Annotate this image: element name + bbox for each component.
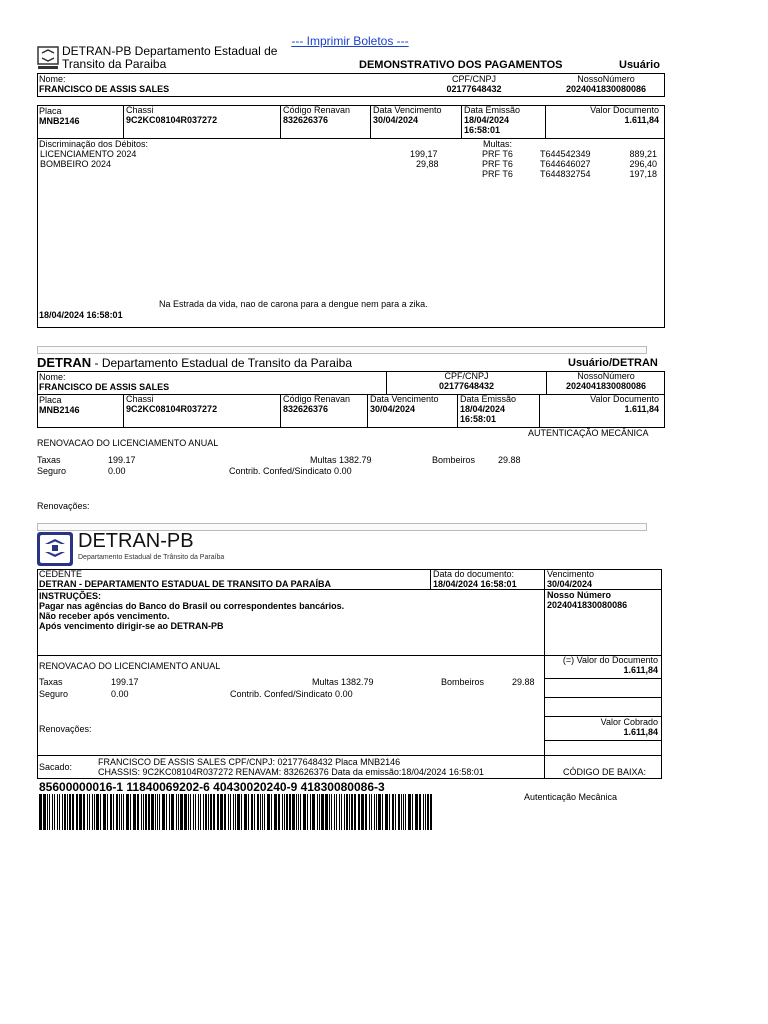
s2-header-row	[37, 371, 665, 395]
barcode-bar	[341, 794, 342, 830]
detran-logo	[37, 46, 59, 70]
barcode-bar	[241, 794, 242, 830]
barcode-bar	[344, 794, 345, 830]
barcode-bar	[208, 794, 209, 830]
barcode-bar	[79, 794, 82, 830]
barcode-bar	[89, 794, 90, 830]
s1-header-row	[37, 73, 665, 97]
chassi-value: 9C2KC08104R037272	[126, 404, 218, 414]
s2-taxas-value: 199.17	[108, 455, 136, 465]
barcode-bar	[376, 794, 377, 830]
s2-taxas-label: Taxas	[37, 455, 61, 465]
barcode-bar	[395, 794, 396, 830]
barcode-bar	[374, 794, 375, 830]
barcode-bar	[116, 794, 118, 830]
nosso-label: NossoNúmero	[577, 371, 635, 381]
barcode-bar	[96, 794, 99, 830]
barcode-bar	[151, 794, 154, 830]
barcode-bar	[325, 794, 328, 830]
data-doc-label: Data do documento:	[433, 569, 515, 579]
barcode-bar	[365, 794, 367, 830]
s2-seguro-label: Seguro	[37, 466, 67, 476]
barcode-bar	[43, 794, 46, 830]
barcode-bar	[329, 794, 330, 830]
barcode-bar	[59, 794, 60, 830]
print-boletos-link[interactable]: --- Imprimir Boletos ---	[291, 34, 409, 48]
barcode-bar	[412, 794, 413, 830]
barcode-bar	[166, 794, 167, 830]
sacado-line2: CHASSIS: 9C2KC08104R037272 RENAVAM: 832626376 Data da emissão:18/04/2024 16:58:01	[98, 767, 484, 777]
barcode-bar	[389, 794, 390, 830]
barcode-bar	[264, 794, 265, 830]
cpf-label: CPF/CNPJ	[444, 371, 489, 381]
renavan-value: 832626376	[283, 115, 329, 125]
autent-label: AUTENTICAÇÃO MECÂNICA	[528, 428, 649, 438]
barcode-bar	[130, 794, 131, 830]
barcode-bar	[62, 794, 63, 830]
barcode-bar	[47, 794, 48, 830]
barcode-bar	[119, 794, 120, 830]
valor-label: Valor Documento	[590, 394, 659, 404]
barcode-bar	[321, 794, 324, 830]
barcode-bar	[224, 794, 226, 830]
s3-renov-title: RENOVACAO DO LICENCIAMENTO ANUAL	[39, 661, 221, 671]
s2-renov-title: RENOVACAO DO LICENCIAMENTO ANUAL	[37, 438, 219, 448]
instr-line: Não receber após vencimento.	[39, 611, 170, 621]
barcode-bar	[100, 794, 101, 830]
barcode-bar	[143, 794, 144, 830]
barcode-bar	[354, 794, 356, 830]
barcode-bar	[382, 794, 383, 830]
barcode-bar	[339, 794, 340, 830]
s3-multas-text: Multas 1382.79	[312, 677, 374, 687]
barcode-bar	[336, 794, 337, 830]
placa-value: MNB2146	[39, 405, 80, 415]
s2-title	[37, 355, 352, 371]
barcode-bar	[233, 794, 234, 830]
multa-orgao: PRF T6	[482, 149, 513, 159]
chassi-value: 9C2KC08104R037272	[126, 115, 218, 125]
debit-row	[40, 149, 440, 159]
s2-info-row	[37, 394, 665, 428]
s3-contrib-text: Contrib. Confed/Sindicato 0.00	[230, 689, 353, 699]
barcode-bar	[427, 794, 429, 830]
brand-subtitle: Departamento Estadual de Trânsito da Paraíba	[78, 554, 225, 561]
barcode-bar	[184, 794, 187, 830]
barcode-bar	[296, 794, 297, 830]
discr-label: Discriminação dos Débitos:	[39, 139, 149, 149]
s2-contrib-text: Contrib. Confed/Sindicato 0.00	[229, 466, 352, 476]
linha-digitavel: 85600000016-1 11840069202-6 40430020240-9 41830080086-3	[39, 780, 385, 794]
barcode-bar	[267, 794, 270, 830]
barcode-bar	[319, 794, 320, 830]
barcode-bar	[198, 794, 199, 830]
org-name	[62, 45, 277, 71]
s2-copy-label: Usuário/DETRAN	[568, 357, 658, 369]
instr-title: INSTRUÇÕES:	[39, 591, 102, 601]
barcode-bar	[72, 794, 74, 830]
s2-title-bold: DETRAN	[37, 355, 92, 370]
barcode-bar	[220, 794, 223, 830]
barcode-bar	[257, 794, 259, 830]
sacado-label: Sacado:	[39, 762, 73, 772]
barcode-bar	[331, 794, 332, 830]
nome-label: Nome:	[39, 372, 66, 382]
barcode-bar	[123, 794, 124, 830]
s2-renovacoes-label: Renovações:	[37, 501, 90, 511]
detran-pb-logo	[37, 532, 73, 566]
chassi-label: Chassi	[126, 394, 154, 404]
barcode-bar	[423, 794, 424, 830]
barcode-bar	[349, 794, 350, 830]
venc-value: 30/04/2024	[373, 115, 419, 125]
debit-desc: LICENCIAMENTO 2024	[40, 149, 137, 159]
multa-valor: 889,21	[629, 149, 657, 159]
multa-valor: 197,18	[629, 169, 657, 179]
barcode-bar	[171, 794, 174, 830]
barcode-bar	[346, 794, 348, 830]
barcode-bar	[83, 794, 85, 830]
barcode-bar	[303, 794, 306, 830]
cpf-label: CPF/CNPJ	[451, 74, 496, 84]
message: Na Estrada da vida, nao de carona para a dengue nem para a zika.	[159, 299, 428, 309]
barcode-bar	[334, 794, 335, 830]
barcode-bar	[103, 794, 106, 830]
barcode-bar	[92, 794, 93, 830]
barcode-bar	[312, 794, 315, 830]
barcode-bar	[289, 794, 291, 830]
data-doc-value: 18/04/2024 16:58:01	[433, 579, 517, 589]
barcode-bar	[310, 794, 311, 830]
valor-doc-value: 1.611,84	[623, 665, 658, 675]
barcode-bar	[180, 794, 183, 830]
barcode-bar	[155, 794, 156, 830]
barcode-bar	[217, 794, 219, 830]
barcode-bar	[419, 794, 421, 830]
nome-label: Nome:	[39, 74, 66, 84]
barcode-bar	[157, 794, 158, 830]
barcode-bar	[205, 794, 207, 830]
instructions-box	[37, 589, 662, 656]
barcode-bar	[76, 794, 78, 830]
barcode-bar	[282, 794, 283, 830]
s3-taxas-value: 199.17	[111, 677, 139, 687]
timestamp: 18/04/2024 16:58:01	[39, 310, 123, 320]
barcode-bar	[244, 794, 247, 830]
barcode-bar	[213, 794, 215, 830]
barcode-bar	[230, 794, 231, 830]
debit-desc: BOMBEIRO 2024	[40, 159, 112, 169]
barcode-bar	[159, 794, 160, 830]
emis-date: 18/04/2024	[460, 404, 506, 414]
sacado-row	[37, 755, 662, 779]
emis-date: 18/04/2024	[464, 115, 510, 125]
valor-value: 1.611,84	[624, 115, 659, 125]
barcode-bar	[195, 794, 196, 830]
nosso-label: Nosso Número	[547, 590, 612, 600]
s2-bombeiros-label: Bombeiros	[432, 455, 476, 465]
barcode-bar	[228, 794, 229, 830]
detran-pb-logo-icon	[37, 532, 73, 566]
barcode-bar	[401, 794, 402, 830]
barcode-bar	[286, 794, 288, 830]
s1-info-row	[37, 105, 665, 138]
venc-label: Data Vencimento	[370, 394, 439, 404]
cpf-value: 02177648432	[438, 381, 495, 391]
codigo-baixa-label: CÓDIGO DE BAIXA:	[563, 767, 647, 777]
barcode-bar	[254, 794, 255, 830]
barcode-bar	[278, 794, 280, 830]
barcode-bar	[200, 794, 201, 830]
instr-line: Pagar nas agências do Banco do Brasil ou correspondentes bancários.	[39, 601, 345, 611]
s3-bombeiros-label: Bombeiros	[441, 677, 485, 687]
barcode-bar	[87, 794, 88, 830]
barcode-bar	[137, 794, 139, 830]
barcode-bar	[405, 794, 406, 830]
barcode-bar	[307, 794, 308, 830]
org-line2: Transito da Paraiba	[62, 57, 167, 71]
s1-debits-box	[37, 138, 665, 328]
nosso-value: 2024041830080086	[565, 381, 647, 391]
barcode-bar	[94, 794, 95, 830]
barcode-bar	[121, 794, 122, 830]
s2-bombeiros-value: 29.88	[498, 455, 521, 465]
renavan-label: Código Renavan	[283, 394, 351, 404]
multa-orgao: PRF T6	[482, 159, 513, 169]
nome-value: FRANCISCO DE ASSIS SALES	[39, 84, 170, 94]
instr-line: Após vencimento dirigir-se ao DETRAN-PB	[39, 621, 224, 631]
sacado-line1: FRANCISCO DE ASSIS SALES CPF/CNPJ: 02177648432 Placa MNB2146	[98, 757, 401, 767]
barcode-bar	[271, 794, 272, 830]
values-column	[544, 656, 661, 755]
barcode-bar	[162, 794, 165, 830]
valor-value: 1.611,84	[624, 404, 659, 414]
barcode-bar	[298, 794, 299, 830]
valor-cob-label: Valor Cobrado	[600, 717, 658, 727]
barcode-bar	[251, 794, 253, 830]
barcode-bar	[300, 794, 301, 830]
barcode-bar	[57, 794, 58, 830]
placa-label: Placa	[39, 395, 62, 405]
barcode-bar	[133, 794, 136, 830]
barcode-bar	[148, 794, 150, 830]
barcode	[39, 794, 435, 830]
valor-label: Valor Documento	[590, 105, 659, 115]
barcode-bar	[378, 794, 381, 830]
emis-time: 16:58:01	[464, 125, 501, 135]
emis-label: Data Emissão	[464, 105, 521, 115]
barcode-bar	[145, 794, 147, 830]
venc-value: 30/04/2024	[370, 404, 416, 414]
nome-value: FRANCISCO DE ASSIS SALES	[39, 382, 170, 392]
barcode-bar	[69, 794, 71, 830]
barcode-bar	[392, 794, 394, 830]
brand-name: DETRAN-PB	[78, 530, 194, 552]
barcode-bar	[317, 794, 318, 830]
barcode-bar	[403, 794, 404, 830]
s3-seguro-label: Seguro	[39, 689, 69, 699]
barcode-bar	[274, 794, 277, 830]
barcode-bar	[235, 794, 236, 830]
barcode-bar	[178, 794, 179, 830]
doc-title: DEMONSTRATIVO DOS PAGAMENTOS	[359, 59, 563, 71]
debit-row	[40, 159, 440, 169]
barcode-bar	[358, 794, 360, 830]
nosso-value: 2024041830080086	[547, 600, 628, 610]
barcode-bar	[110, 794, 112, 830]
renov-box	[37, 655, 662, 756]
s2-title-rest: - Departamento Estadual de Transito da Paraiba	[91, 356, 352, 370]
barcode-bar	[141, 794, 142, 830]
multa-row	[482, 149, 657, 159]
barcode-bar	[107, 794, 108, 830]
multa-auto: T644832754	[540, 169, 591, 179]
barcode-bar	[126, 794, 129, 830]
multa-auto: T644646027	[540, 159, 591, 169]
barcode-bar	[371, 794, 372, 830]
barcode-bar	[385, 794, 388, 830]
barcode-bar	[54, 794, 55, 830]
s3-renovacoes-label: Renovações:	[39, 724, 92, 734]
autent-mecanica: Autenticação Mecânica	[524, 792, 618, 802]
barcode-bar	[188, 794, 189, 830]
barcode-bar	[113, 794, 114, 830]
barcode-bar	[284, 794, 285, 830]
chassi-label: Chassi	[126, 105, 154, 115]
renavan-label: Código Renavan	[283, 105, 351, 115]
barcode-bar	[210, 794, 212, 830]
cedente-row	[37, 569, 662, 590]
barcode-bar	[260, 794, 261, 830]
s3-bombeiros-value: 29.88	[512, 677, 535, 687]
s3-taxas-label: Taxas	[39, 677, 63, 687]
multa-row	[482, 169, 657, 179]
barcode-bar	[351, 794, 353, 830]
barcode-graphic	[39, 794, 435, 830]
barcode-bar	[52, 794, 53, 830]
barcode-bar	[64, 794, 66, 830]
placa-label: Placa	[39, 106, 62, 116]
barcode-bar	[262, 794, 263, 830]
barcode-bar	[203, 794, 204, 830]
copy-label: Usuário	[619, 59, 660, 71]
venc-value: 30/04/2024	[547, 579, 593, 589]
detran-logo-icon	[37, 46, 59, 70]
multa-valor: 296,40	[629, 159, 657, 169]
barcode-bar	[292, 794, 295, 830]
barcode-bar	[430, 794, 432, 830]
emis-time: 16:58:01	[460, 414, 497, 424]
barcode-bar	[369, 794, 370, 830]
barcode-bar	[425, 794, 426, 830]
multa-orgao: PRF T6	[482, 169, 513, 179]
cpf-value: 02177648432	[446, 84, 502, 94]
nosso-value: 2024041830080086	[565, 84, 647, 94]
nosso-label: NossoNúmero	[577, 74, 635, 84]
valor-cob-value: 1.611,84	[623, 727, 658, 737]
cedente-label: CEDENTE	[39, 569, 83, 579]
venc-label: Data Vencimento	[373, 105, 442, 115]
org-line1: DETRAN-PB Departamento Estadual de	[62, 44, 278, 58]
debit-value: 199,17	[410, 149, 438, 159]
barcode-bar	[190, 794, 191, 830]
multas-label: Multas:	[483, 139, 513, 149]
barcode-bar	[176, 794, 177, 830]
debit-value: 29,88	[416, 159, 439, 169]
s2-multas-text: Multas 1382.79	[310, 455, 372, 465]
barcode-bar	[398, 794, 400, 830]
valor-doc-label: (=) Valor do Documento	[562, 655, 658, 665]
s2-seguro-value: 0.00	[108, 466, 126, 476]
barcode-bar	[415, 794, 418, 830]
barcode-bar	[248, 794, 249, 830]
multa-auto: T644542349	[540, 149, 591, 159]
multa-row	[482, 159, 657, 169]
cedente-value: DETRAN - DEPARTAMENTO ESTADUAL DE TRANSITO DA PARAÍBA	[39, 579, 332, 589]
venc-label: Vencimento	[547, 569, 595, 579]
barcode-bar	[67, 794, 68, 830]
barcode-bar	[408, 794, 411, 830]
separator	[37, 346, 647, 354]
barcode-bar	[193, 794, 194, 830]
s3-seguro-value: 0.00	[111, 689, 129, 699]
barcode-bar	[237, 794, 240, 830]
barcode-bar	[361, 794, 364, 830]
barcode-bar	[49, 794, 50, 830]
emis-label: Data Emissão	[460, 394, 517, 404]
renavan-value: 832626376	[283, 404, 329, 414]
barcode-bar	[169, 794, 170, 830]
barcode-bar	[39, 794, 42, 830]
placa-value: MNB2146	[39, 116, 80, 126]
